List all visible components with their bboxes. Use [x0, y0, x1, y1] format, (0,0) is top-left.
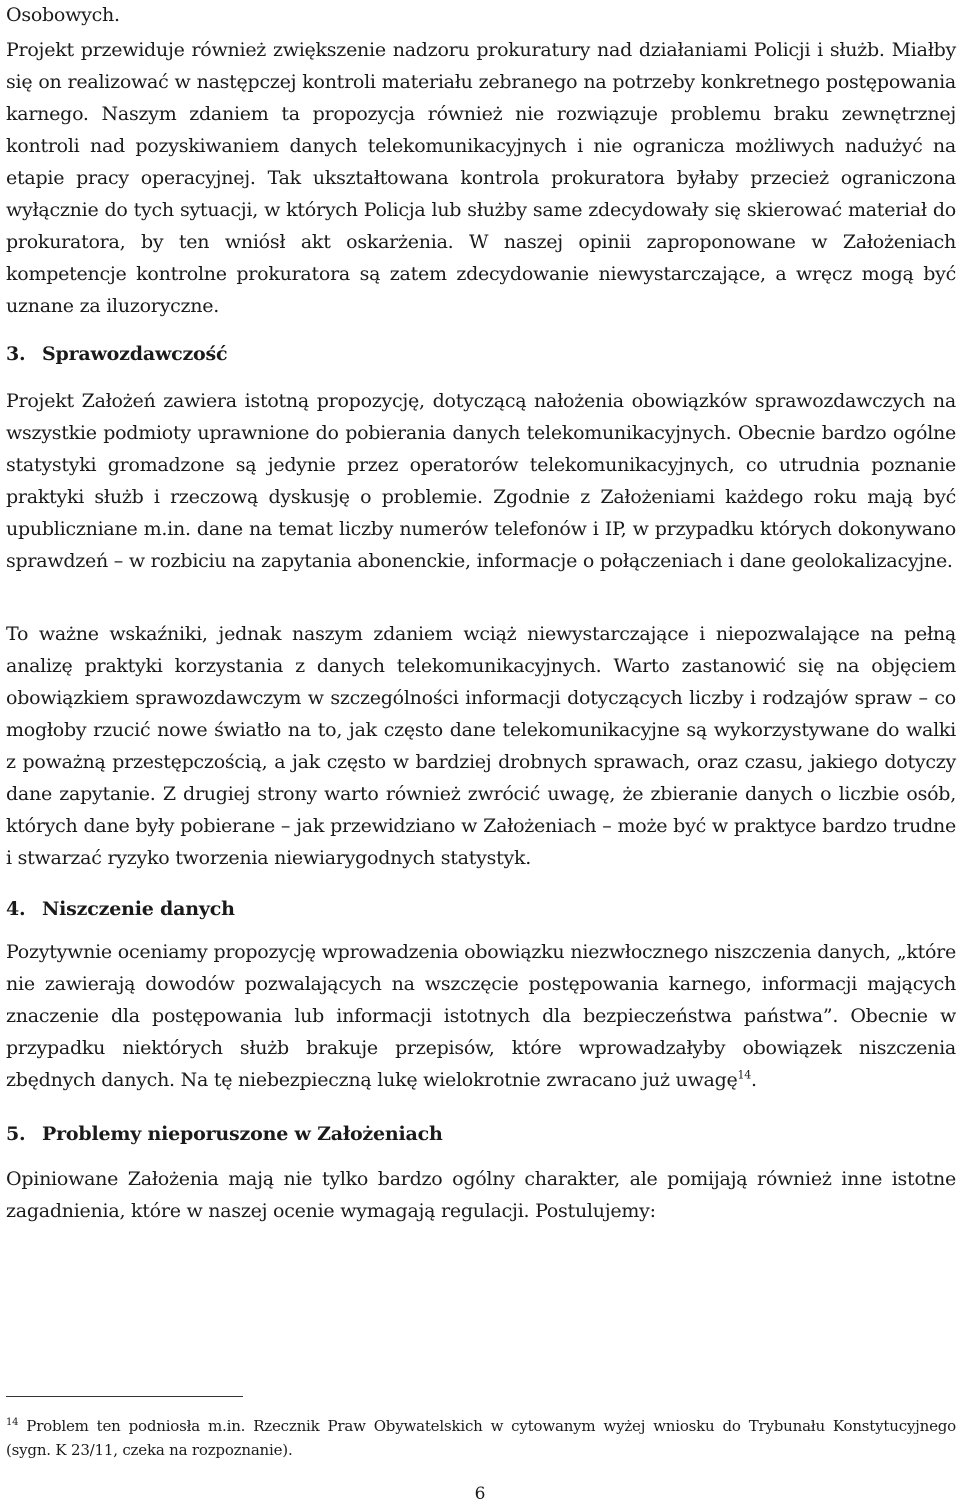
paragraph-data-destruction	[6, 936, 956, 1096]
footnote-number: 14	[6, 1417, 19, 1428]
section-number: 3.	[6, 343, 26, 365]
section-number: 5.	[6, 1123, 26, 1145]
page-number: 6	[474, 1484, 486, 1504]
section-heading-5	[6, 1118, 443, 1150]
section-number: 4.	[6, 898, 26, 920]
paragraph-reporting-indicators: To ważne wskaźniki, jednak naszym zdaniem wciąż niewystarczające i niepozwalające na pełną analizę praktyki korzystania z danych telekomunikacyjnych. Warto zastanowić się na objęciem obowiązkiem sprawozdawczym w szczególności informacji dotyczących liczby i rodzajów spraw – co mogłoby rzucić nowe światło na to, jak często dane telekomunikacyjne są wykorzystywane do walki z poważną przestępczością, a jak często w bardziej drobnych sprawach, oraz czasu, jakiego dotyczy dane zapytanie. Z drugiej strony warto również zwrócić uwagę, że zbieranie danych o liczbie osób, których dane były pobierane – jak przewidziano w Założeniach – może być w praktyce bardzo trudne i stwarzać ryzyko tworzenia niewiarygodnych statystyk.	[6, 623, 956, 869]
paragraph-text: Pozytywnie oceniamy propozycję wprowadzenia obowiązku niezwłocznego niszczenia danych, „które nie zawierają dowodów pozwalających na wszczęcie postępowania karnego, informacji mających znaczenie dla postępowania lub informacji istotnych dla bezpieczeństwa państwa”. Obecnie w przypadku niektórych służb brakuje przepisów, które wprowadzałyby obowiązek niszczenia zbędnych danych. Na tę niebezpieczną lukę wielokrotnie zwracano już uwagę	[6, 941, 956, 1091]
section-title: Problemy nieporuszone w Założeniach	[42, 1123, 443, 1145]
section-title: Niszczenie danych	[42, 898, 235, 920]
footnote-separator	[6, 1396, 243, 1397]
footnote-text: Problem ten podniosła m.in. Rzecznik Praw Obywatelskich w cytowanym wyżej wniosku do Trybunału Konstytucyjnego (sygn. K 23/11, czeka na rozpoznanie).	[6, 1417, 956, 1459]
section-title: Sprawozdawczość	[42, 343, 228, 365]
paragraph-continuation: Osobowych.	[6, 4, 120, 26]
paragraph-end: .	[751, 1069, 757, 1091]
footnote	[6, 1414, 956, 1462]
paragraph-unaddressed-problems: Opiniowane Założenia mają nie tylko bardzo ogólny charakter, ale pomijają również inne istotne zagadnienia, które w naszej ocenie wymagają regulacji. Postulujemy:	[6, 1168, 956, 1222]
paragraph-prosecutor-oversight: Projekt przewiduje również zwiększenie nadzoru prokuratury nad działaniami Policji i służb. Miałby się on realizować w następczej kontroli materiału zebranego na potrzeby konkretnego postępowania karnego. Naszym zdaniem ta propozycja również nie rozwiązuje problemu braku zewnętrznej kontroli nad pozyskiwaniem danych telekomunikacyjnych i nie ogranicza możliwych nadużyć na etapie pracy operacyjnej. Tak ukształtowana kontrola prokuratora byłaby przecież ograniczona wyłącznie do tych sytuacji, w których Policja lub służby same zdecydowały się skierować materiał do prokuratora, by ten wniósł akt oskarżenia. W naszej opinii zaproponowane w Założeniach kompetencje kontrolne prokuratora są zatem zdecydowanie niewystarczające, a wręcz mogą być uznane za iluzoryczne.	[6, 39, 956, 317]
section-heading-4	[6, 893, 235, 925]
footnote-reference[interactable]: 14	[737, 1068, 752, 1082]
paragraph-reporting: Projekt Założeń zawiera istotną propozycję, dotyczącą nałożenia obowiązków sprawozdawczych na wszystkie podmioty uprawnione do pobierania danych telekomunikacyjnych. Obecnie bardzo ogólne statystyki gromadzone są jedynie przez operatorów telekomunikacyjnych, co utrudnia poznanie praktyki służb i rzeczową dyskusję o problemie. Zgodnie z Założeniami każdego roku mają być upubliczniane m.in. dane na temat liczby numerów telefonów i IP, w przypadku których dokonywano sprawdzeń – w rozbiciu na zapytania abonenckie, informacje o połączeniach i dane geolokalizacyjne.	[6, 390, 956, 572]
section-heading-3	[6, 338, 227, 370]
